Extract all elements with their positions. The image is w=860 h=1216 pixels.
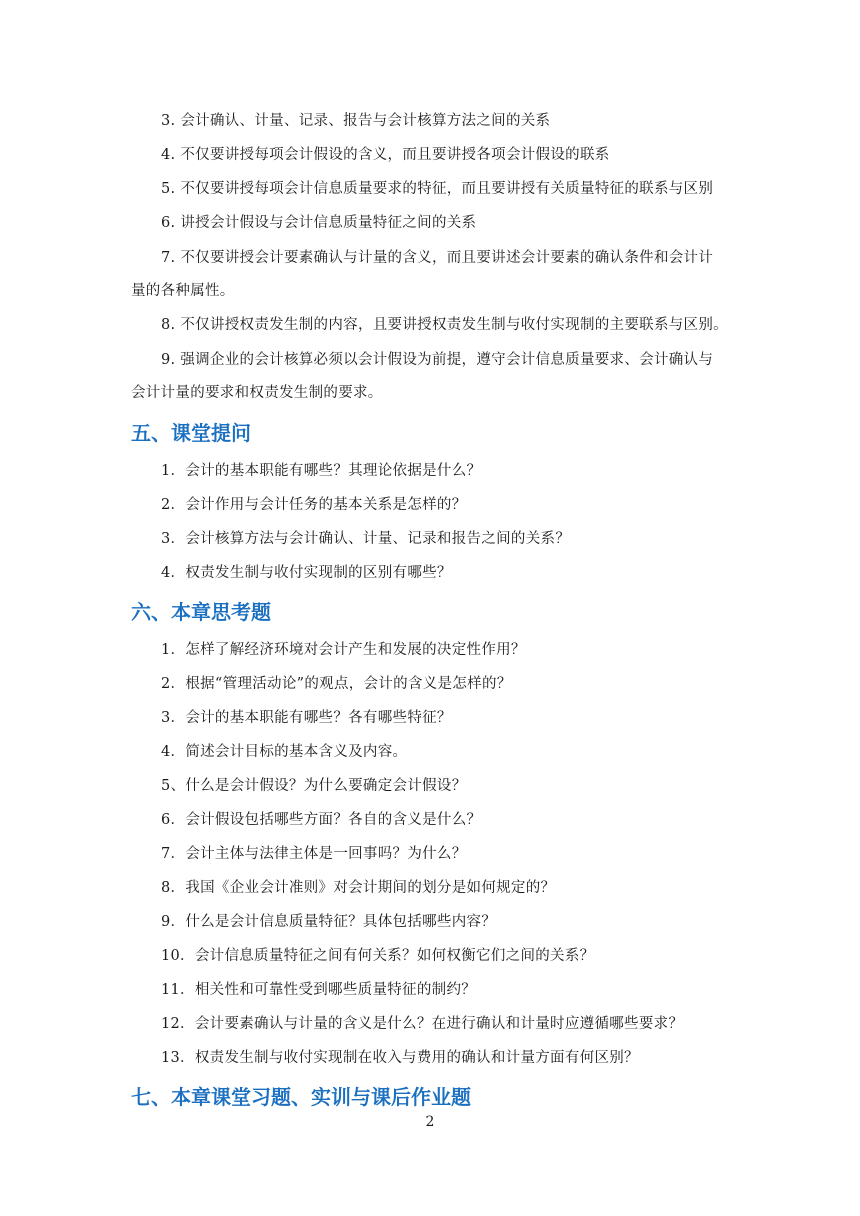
question-item: 1．怎样了解经济环境对会计产生和发展的决定性作用？ (161, 642, 526, 658)
question-item: 5、什么是会计假设？为什么要确定会计假设？ (161, 778, 467, 794)
list-item: 7. 不仅要讲授会计要素确认与计量的含义，而且要讲述会计要素的确认条件和会计计 (161, 250, 714, 266)
section-heading: 五、课堂提问 (131, 421, 251, 445)
question-item: 6．会计假设包括哪些方面？各自的含义是什么？ (161, 812, 482, 828)
question-item: 12．会计要素确认与计量的含义是什么？在进行确认和计量时应遵循哪些要求？ (161, 1016, 684, 1032)
list-item: 8. 不仅讲授权责发生制的内容，且要讲授权责发生制与收付实现制的主要联系与区别。 (161, 317, 728, 333)
question-item: 7．会计主体与法律主体是一回事吗？为什么？ (161, 846, 467, 862)
question-item: 1．会计的基本职能有哪些？其理论依据是什么？ (161, 463, 482, 479)
list-item: 6. 讲授会计假设与会计信息质量特征之间的关系 (161, 215, 477, 231)
question-item: 10．会计信息质量特征之间有何关系？如何权衡它们之间的关系？ (161, 948, 595, 964)
question-item: 2．根据“管理活动论”的观点，会计的含义是怎样的？ (161, 676, 512, 692)
section-heading: 六、本章思考题 (131, 600, 271, 624)
list-item-continuation: 量的各种属性。 (131, 283, 235, 299)
question-item: 9．什么是会计信息质量特征？具体包括哪些内容？ (161, 914, 497, 930)
question-item: 4．权责发生制与收付实现制的区别有哪些？ (161, 565, 452, 581)
question-item: 3．会计的基本职能有哪些？各有哪些特征？ (161, 710, 452, 726)
list-item-continuation: 会计计量的要求和权责发生制的要求。 (131, 385, 383, 401)
list-item: 5. 不仅要讲授每项会计信息质量要求的特征，而且要讲授有关质量特征的联系与区别 (161, 181, 714, 197)
list-item: 3. 会计确认、计量、记录、报告与会计核算方法之间的关系 (161, 113, 551, 129)
question-item: 4．简述会计目标的基本含义及内容。 (161, 744, 408, 760)
question-item: 11．相关性和可靠性受到哪些质量特征的制约？ (161, 982, 477, 998)
section-heading: 七、本章课堂习题、实训与课后作业题 (131, 1085, 471, 1109)
list-item: 4. 不仅要讲授每项会计假设的含义，而且要讲授各项会计假设的联系 (161, 147, 610, 163)
page-number: 2 (425, 1114, 435, 1130)
question-item: 8．我国《企业会计准则》对会计期间的划分是如何规定的？ (161, 880, 556, 896)
question-item: 2．会计作用与会计任务的基本关系是怎样的？ (161, 497, 467, 513)
question-item: 3．会计核算方法与会计确认、计量、记录和报告之间的关系？ (161, 531, 571, 547)
list-item: 9. 强调企业的会计核算必须以会计假设为前提，遵守会计信息质量要求、会计确认与 (161, 352, 714, 368)
question-item: 13．权责发生制与收付实现制在收入与费用的确认和计量方面有何区别？ (161, 1050, 639, 1066)
